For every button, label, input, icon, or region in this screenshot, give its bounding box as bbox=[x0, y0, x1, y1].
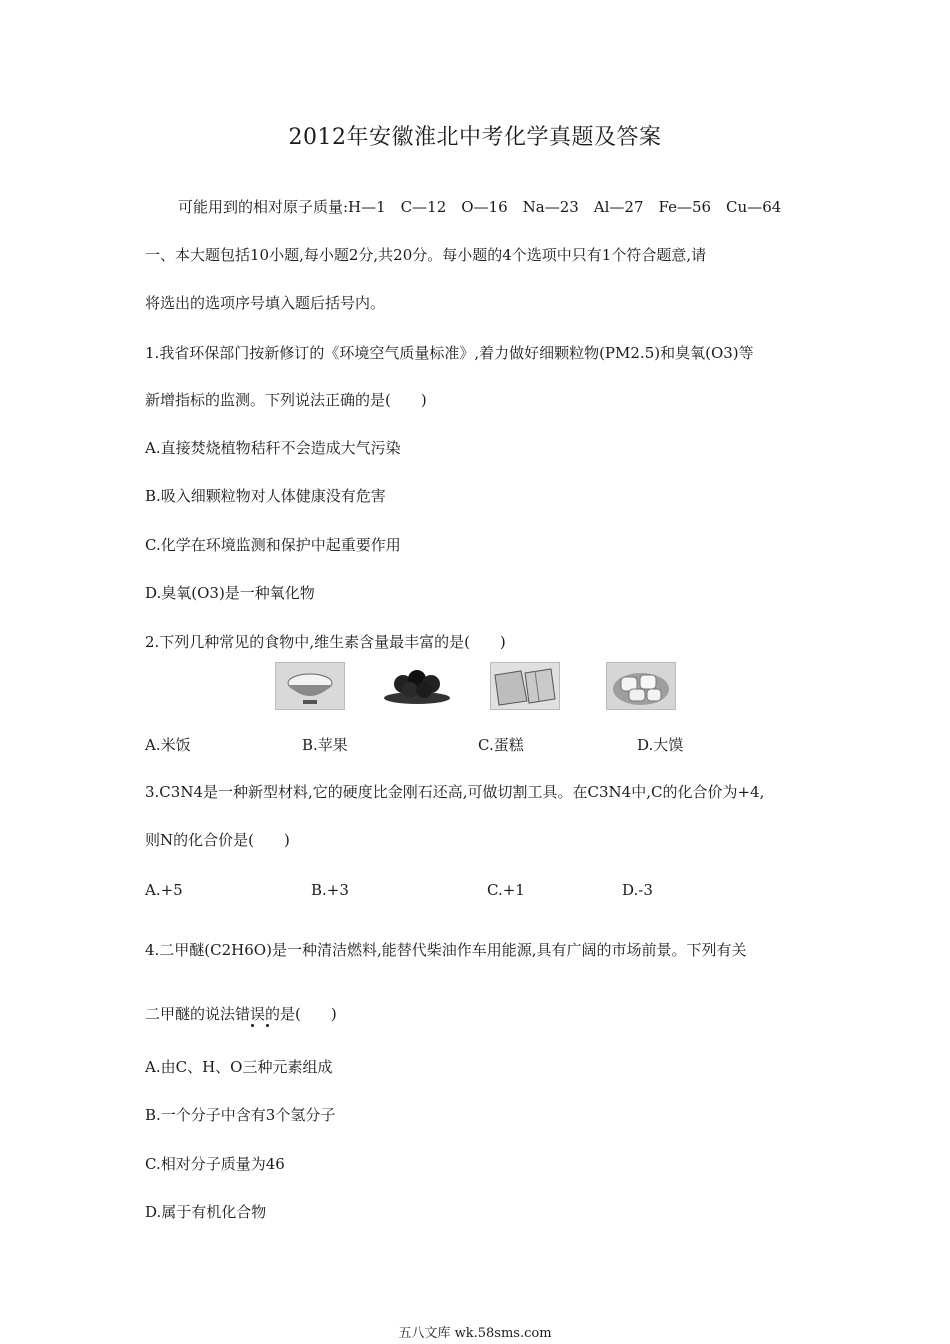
cake-image bbox=[490, 662, 560, 710]
q1-stem-line2: 新增指标的监测。下列说法正确的是( ) bbox=[145, 391, 427, 409]
q3-option-c: C.+1 bbox=[487, 881, 525, 899]
q2-stem: 2.下列几种常见的食物中,维生素含量最丰富的是( ) bbox=[145, 633, 506, 651]
rice-bowl-image bbox=[275, 662, 345, 710]
q3-option-d: D.-3 bbox=[622, 881, 653, 899]
q2-option-b: B.苹果 bbox=[302, 736, 348, 754]
section-instruction-line1: 一、本大题包括10小题,每小题2分,共20分。每小题的4个选项中只有1个符合题意,请 bbox=[145, 246, 707, 264]
q2-option-a: A.米饭 bbox=[145, 736, 191, 754]
footer-watermark: 五八文库 wk.58sms.com bbox=[398, 1326, 552, 1341]
emphasis-dot bbox=[266, 1024, 269, 1027]
q3-option-a: A.+5 bbox=[145, 881, 183, 899]
q1-option-c: C.化学在环境监测和保护中起重要作用 bbox=[145, 536, 401, 554]
q4-option-c: C.相对分子质量为46 bbox=[145, 1155, 285, 1173]
section-instruction-line2: 将选出的选项序号填入题后括号内。 bbox=[145, 294, 386, 312]
q3-option-b: B.+3 bbox=[311, 881, 349, 899]
q3-stem-line1: 3.C3N4是一种新型材料,它的硬度比金刚石还高,可做切割工具。在C3N4中,C的化合价为+4, bbox=[145, 783, 765, 801]
page-title: 2012年安徽淮北中考化学真题及答案 bbox=[288, 125, 662, 150]
q3-stem-line2: 则N的化合价是( ) bbox=[145, 831, 290, 849]
steamed-bun-image bbox=[606, 662, 676, 710]
apples-image bbox=[383, 662, 451, 708]
q1-option-b: B.吸入细颗粒物对人体健康没有危害 bbox=[145, 487, 386, 505]
q1-option-a: A.直接焚烧植物秸秆不会造成大气污染 bbox=[145, 439, 401, 457]
emphasis-dot bbox=[251, 1024, 254, 1027]
q4-option-d: D.属于有机化合物 bbox=[145, 1203, 267, 1221]
q4-option-b: B.一个分子中含有3个氢分子 bbox=[145, 1106, 336, 1124]
q1-option-d: D.臭氧(O3)是一种氧化物 bbox=[145, 584, 315, 602]
q2-option-c: C.蛋糕 bbox=[478, 736, 524, 754]
q4-stem-line1: 4.二甲醚(C2H6O)是一种清洁燃料,能替代柴油作车用能源,具有广阔的市场前景。下列有关 bbox=[145, 941, 747, 959]
q4-option-a: A.由C、H、O三种元素组成 bbox=[145, 1058, 333, 1076]
q4-stem-line2: 二甲醚的说法错误的是( ) bbox=[145, 1005, 337, 1023]
atomic-mass-line: 可能用到的相对原子质量:H—1 C—12 O—16 Na—23 Al—27 Fe—56 Cu—64 bbox=[178, 198, 782, 216]
q1-stem-line1: 1.我省环保部门按新修订的《环境空气质量标准》,着力做好细颗粒物(PM2.5)和臭氧(O3)等 bbox=[145, 344, 754, 362]
q2-option-d: D.大馍 bbox=[637, 736, 684, 754]
